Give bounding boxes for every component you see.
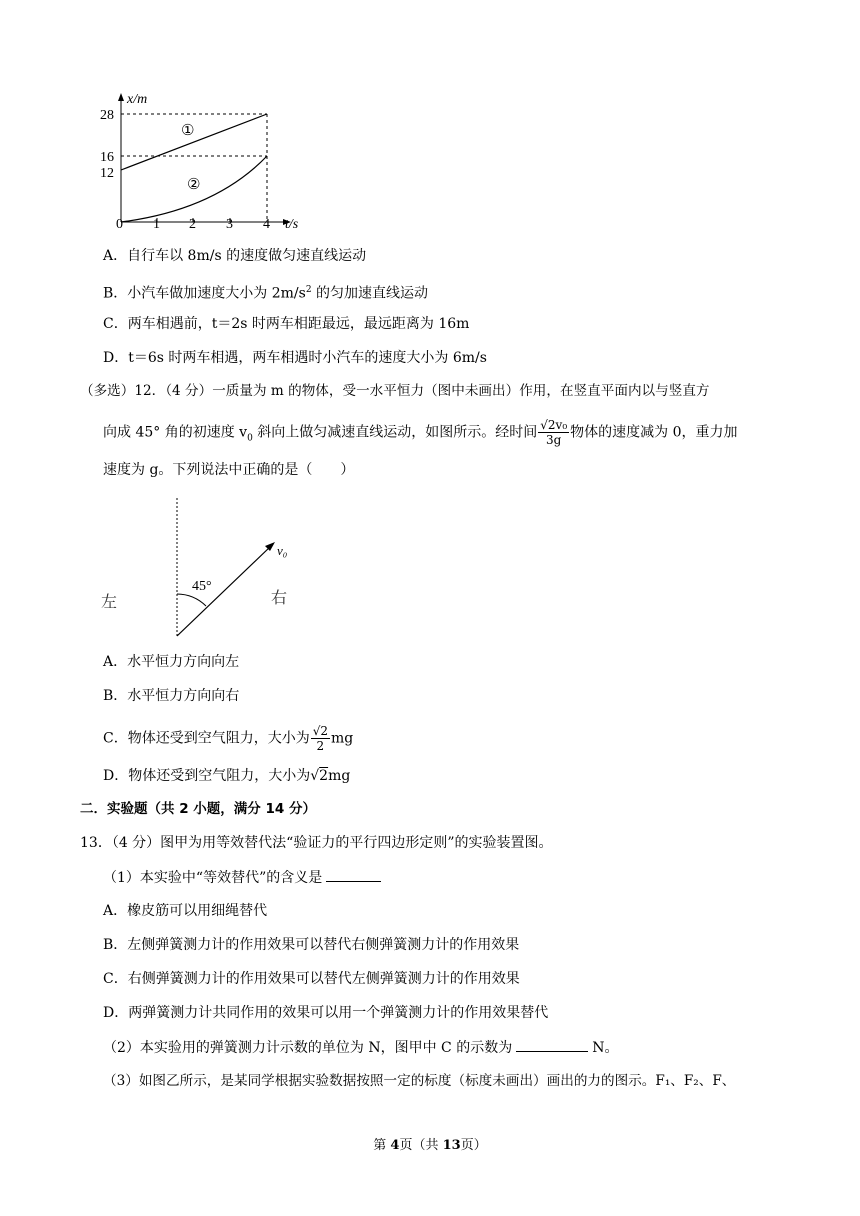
page-footer: [0, 1136, 860, 1156]
q12-line1: （多选）12．（4 分）一质量为 m 的物体，受一水平恒力（图中未画出）作用，在竖直平面内以与竖直方: [80, 383, 710, 399]
right-label: 右: [271, 588, 288, 607]
q11-option-b-text: B．小汽车做加速度大小为 2m/s: [103, 285, 306, 302]
q11-option-b: [103, 280, 428, 304]
footer-total-pages: 13: [442, 1138, 461, 1153]
x-axis-label: t/s: [285, 217, 299, 232]
y-tick-28: 28: [100, 108, 114, 123]
q13-option-b: B．左侧弹簧测力计的作用效果可以替代右侧弹簧测力计的作用效果: [103, 937, 520, 953]
curve-2-label: ②: [187, 175, 201, 193]
q12-line2-mid: 斜向上做匀减速直线运动，如图所示。经时间: [252, 424, 538, 441]
q13-option-c: C．右侧弹簧测力计的作用效果可以替代左侧弹簧测力计的作用效果: [103, 971, 520, 987]
q13-sub2-answer-blank[interactable]: [516, 1037, 588, 1052]
y-axis-arrow: [118, 93, 124, 101]
q12-line2: [103, 418, 738, 448]
velocity-diagram: [95, 490, 315, 640]
x-tick-2: 2: [189, 217, 196, 232]
y-tick-12: 12: [100, 166, 114, 181]
q13-sub1: [103, 867, 385, 888]
q12-line3: 速度为 g。下列说法中正确的是（ ）: [103, 462, 355, 478]
footer-mid: 页（共: [399, 1138, 443, 1153]
y-axis-label: x/m: [127, 92, 148, 107]
curve-1-label: ①: [181, 121, 195, 139]
q13-sub2: [103, 1037, 618, 1058]
q12-time-fraction: [538, 418, 569, 447]
q11-option-b-tail: 的匀加速直线运动: [311, 285, 429, 302]
q12-option-d-pre: D．物体还受到空气阻力，大小为: [103, 768, 311, 784]
q13-sub3: （3）如图乙所示，是某同学根据实验数据按照一定的标度（标度未画出）画出的力的图示。F₁、F₂、F、: [103, 1073, 736, 1089]
footer-pre: 第: [373, 1138, 391, 1153]
q12-option-b: B．水平恒力方向向右: [103, 688, 240, 704]
q12-line2-post: 物体的速度减为 0，重力加: [570, 424, 738, 441]
q11-option-a: A．自行车以 8m/s 的速度做匀速直线运动: [103, 248, 367, 264]
q12-option-d: [103, 766, 350, 786]
q11-option-c: C．两车相遇前，t＝2s 时两车相距最远，最远距离为 16m: [103, 316, 470, 332]
vector-label: v₀: [277, 543, 288, 558]
q12-frac-den: 3g: [546, 433, 562, 447]
left-label: 左: [101, 592, 118, 611]
q12-option-c-num: √2: [312, 724, 328, 738]
q12-frac-num: √2v₀: [540, 418, 568, 432]
q12-option-c-fraction: [311, 724, 330, 753]
q13-sub2-post: N。: [592, 1040, 619, 1056]
q11-option-d: D．t＝6s 时两车相遇，两车相遇时小汽车的速度大小为 6m/s: [103, 350, 487, 366]
q12-option-c: [103, 724, 353, 753]
x-tick-0: 0: [116, 217, 123, 232]
q12-option-d-post: mg: [328, 768, 351, 784]
q13-option-a: A．橡皮筋可以用细绳替代: [103, 903, 268, 919]
q13-sub1-answer-blank[interactable]: [326, 867, 381, 882]
footer-post: 页）: [460, 1138, 487, 1153]
y-tick-16: 16: [100, 150, 114, 165]
q12-option-c-post: mg: [331, 730, 354, 747]
xt-graph: [95, 85, 315, 235]
q13-sub1-text: （1）本实验中“等效替代”的含义是: [103, 870, 323, 886]
angle-arc: [177, 594, 206, 606]
q12-option-a: A．水平恒力方向向左: [103, 654, 240, 670]
q13-stem: 13．（4 分）图甲为用等效替代法“验证力的平行四边形定则”的实验装置图。: [80, 835, 553, 851]
section-2-title: 二．实验题（共 2 小题，满分 14 分）: [80, 801, 316, 817]
x-tick-4: 4: [263, 217, 270, 232]
q12-option-d-root-arg: 2: [319, 768, 329, 784]
q11-option-b-sup: 2: [305, 285, 312, 295]
q12-option-c-den: 2: [316, 739, 325, 753]
x-tick-1: 1: [153, 217, 160, 232]
q13-sub2-text: （2）本实验用的弹簧测力计示数的单位为 N，图甲中 C 的示数为: [103, 1040, 513, 1056]
x-tick-3: 3: [226, 217, 233, 232]
q12-option-c-pre: C．物体还受到空气阻力，大小为: [103, 730, 310, 747]
q12-option-d-root: √: [310, 768, 320, 784]
q13-option-d: D．两弹簧测力计共同作用的效果可以用一个弹簧测力计的作用效果替代: [103, 1005, 549, 1021]
q12-line2-sub: 0: [247, 433, 253, 444]
angle-label: 45°: [192, 579, 212, 594]
footer-page-number: 4: [390, 1138, 400, 1153]
q12-line2-pre: 向成 45° 角的初速度 v: [103, 424, 248, 441]
